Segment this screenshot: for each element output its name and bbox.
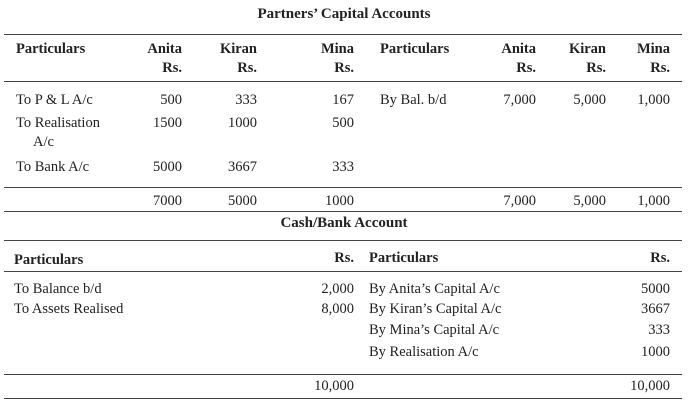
capital-credit-row-1-particular: By Bal. b/d <box>380 92 447 108</box>
cash-header-rs-left: Rs. <box>334 250 354 266</box>
capital-credit-row-1-kiran: 5,000 <box>573 92 606 108</box>
cash-header-top-rule <box>4 240 682 241</box>
capital-debit-row-3-anita: 5000 <box>153 159 182 175</box>
cash-header-particulars-left: Particulars <box>14 252 84 268</box>
capital-header-kiran-right: Kiran Rs. <box>568 41 606 76</box>
capital-total-right-kiran: 5,000 <box>573 193 606 209</box>
capital-debit-row-1-anita: 500 <box>160 92 182 108</box>
cash-credit-row-3-amount: 333 <box>648 322 670 338</box>
capital-header-particulars-left: Particulars <box>16 41 86 57</box>
cash-credit-row-2-amount: 3667 <box>641 301 670 317</box>
cash-total-top-rule <box>4 374 682 375</box>
capital-debit-row-1-mina: 167 <box>332 92 354 108</box>
capital-header-mina-left: Mina Rs. <box>320 41 354 76</box>
capital-header-anita-right: Anita Rs. <box>501 41 536 76</box>
cash-debit-row-1-amount: 2,000 <box>321 281 354 297</box>
capital-debit-row-3-kiran: 3667 <box>228 159 257 175</box>
cash-total-bottom-rule <box>4 398 682 399</box>
capital-debit-row-3-particular: To Bank A/c <box>16 159 90 175</box>
capital-header-particulars-right: Particulars <box>380 41 450 57</box>
cash-header-rs-right: Rs. <box>650 250 670 266</box>
capital-debit-row-2-mina: 500 <box>332 115 354 131</box>
cash-debit-row-2-amount: 8,000 <box>321 301 354 317</box>
capital-header-anita-left: Anita Rs. <box>147 41 182 76</box>
cash-header-bottom-rule <box>4 271 682 272</box>
capital-credit-row-1-anita: 7,000 <box>503 92 536 108</box>
capital-total-left-mina: 1000 <box>325 193 354 209</box>
capital-credit-row-1-mina: 1,000 <box>637 92 670 108</box>
cash-title: Cash/Bank Account <box>280 215 408 231</box>
cash-credit-row-3-particular: By Mina’s Capital A/c <box>369 322 500 338</box>
capital-debit-row-3-mina: 333 <box>332 159 354 175</box>
capital-total-top-rule <box>4 187 682 188</box>
capital-header-bottom-rule <box>4 81 682 82</box>
capital-debit-row-2-particular: To Realisation A/c <box>16 115 100 150</box>
capital-total-left-anita: 7000 <box>153 193 182 209</box>
cash-total-left: 10,000 <box>314 378 354 394</box>
cash-total-right: 10,000 <box>630 378 670 394</box>
cash-header-particulars-right: Particulars <box>369 250 439 266</box>
cash-credit-row-2-particular: By Kiran’s Capital A/c <box>369 301 502 317</box>
capital-total-bottom-rule <box>4 211 682 212</box>
capital-total-right-mina: 1,000 <box>637 193 670 209</box>
cash-credit-row-4-particular: By Realisation A/c <box>369 344 479 360</box>
capital-total-left-kiran: 5000 <box>228 193 257 209</box>
cash-debit-row-2-particular: To Assets Realised <box>14 301 124 317</box>
capital-debit-row-1-particular: To P & L A/c <box>16 92 93 108</box>
capital-total-right-anita: 7,000 <box>503 193 536 209</box>
capital-debit-row-1-kiran: 333 <box>235 92 257 108</box>
capital-title: Partners’ Capital Accounts <box>257 6 431 22</box>
cash-credit-row-4-amount: 1000 <box>641 344 670 360</box>
capital-debit-row-2-anita: 1500 <box>153 115 182 131</box>
cash-debit-row-1-particular: To Balance b/d <box>14 281 102 297</box>
capital-header-mina-right: Mina Rs. <box>636 41 670 76</box>
capital-header-top-rule <box>4 34 682 35</box>
capital-header-kiran-left: Kiran Rs. <box>219 41 257 76</box>
cash-credit-row-1-amount: 5000 <box>641 281 670 297</box>
capital-debit-row-2-kiran: 1000 <box>228 115 257 131</box>
cash-credit-row-1-particular: By Anita’s Capital A/c <box>369 281 500 297</box>
